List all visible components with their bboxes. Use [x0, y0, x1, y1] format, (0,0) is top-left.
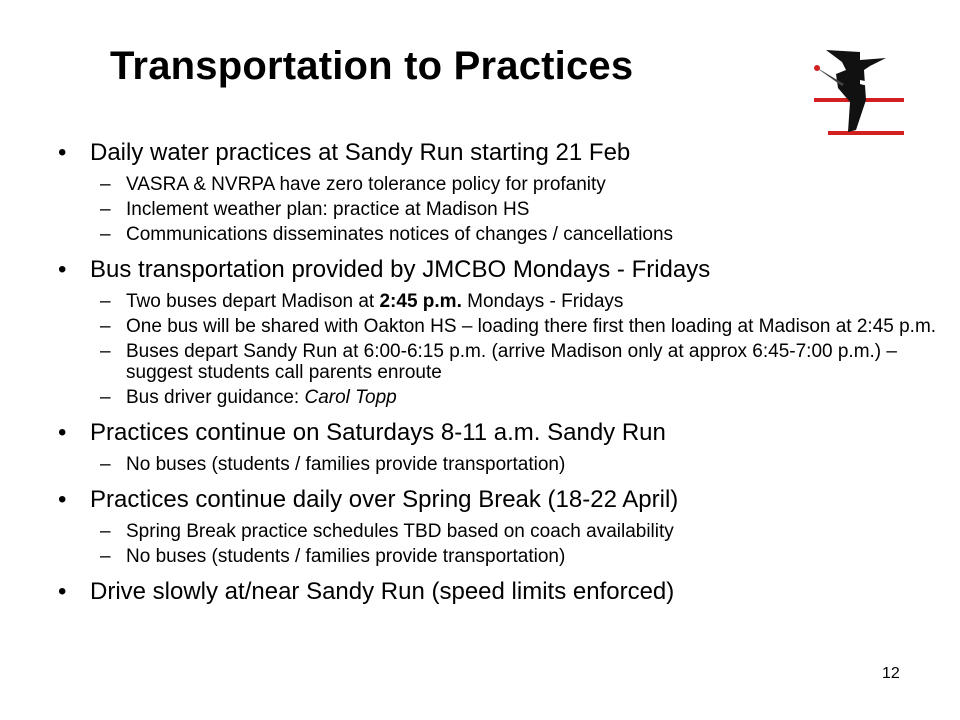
sub-bullet-item: – Two buses depart Madison at 2:45 p.m. Mondays - Fridays: [100, 291, 624, 312]
bullet-list: [58, 128, 938, 613]
sub-bullet-item: – Buses depart Sandy Run at 6:00-6:15 p.m. (arrive Madison only at approx 6:45-7:00 p.m.) – suggest students call parents enroute: [100, 341, 897, 383]
bullet-item: • Drive slowly at/near Sandy Run (speed limits enforced): [58, 577, 938, 607]
bullet-item: • Bus transportation provided by JMCBO Mondays - Fridays: [58, 255, 938, 285]
slide-title: Transportation to Practices: [110, 44, 634, 88]
bullet-item: • Practices continue daily over Spring Break (18-22 April): [58, 485, 938, 515]
sub-bullet-item: – No buses (students / families provide transportation): [100, 546, 566, 567]
sub-bullet-item: – Spring Break practice schedules TBD based on coach availability: [100, 521, 674, 542]
bold-time: 2:45 p.m.: [379, 291, 462, 312]
sub-bullet-item: – One bus will be shared with Oakton HS – loading there first then loading at Madison at 2:45 p.m.: [100, 316, 937, 337]
sub-bullet-item: – Bus driver guidance: Carol Topp: [100, 387, 397, 408]
sub-bullet-item: – No buses (students / families provide transportation): [100, 454, 566, 475]
bullet-item: • Practices continue on Saturdays 8-11 a.m. Sandy Run: [58, 418, 938, 448]
sub-bullet-item: – Communications disseminates notices of changes / cancellations: [100, 224, 674, 245]
sub-bullet-item: – VASRA & NVRPA have zero tolerance policy for profanity: [100, 174, 606, 195]
falcon-logo-icon: [808, 40, 908, 140]
page-number: 12: [882, 665, 900, 682]
sub-bullet-item: – Inclement weather plan: practice at Madison HS: [100, 199, 530, 220]
driver-name: Carol Topp: [304, 387, 397, 408]
bullet-item: • Daily water practices at Sandy Run starting 21 Feb: [58, 138, 938, 168]
